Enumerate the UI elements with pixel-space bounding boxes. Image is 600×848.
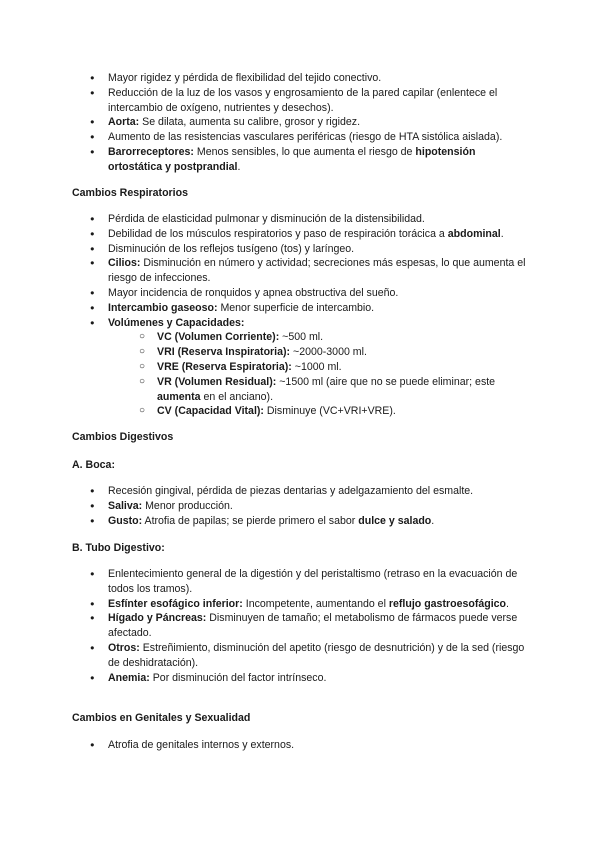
list-item: ● Disminución de los reflejos tusígeno (tos) y laríngeo. [108, 242, 528, 257]
digestive-tract-list [108, 567, 528, 685]
list-item: ● Aorta: Se dilata, aumenta su calibre, grosor y rigidez. [108, 115, 528, 130]
genital-list-block [0, 738, 528, 753]
list-item: ● Pérdida de elasticidad pulmonar y disminución de la distensibilidad. [108, 212, 528, 227]
sub-list-item: ○ VR (Volumen Residual): ~1500 ml (aire que no se puede eliminar; este aumenta en el anciano). [157, 375, 517, 405]
list-item: ● Anemia: Por disminución del factor intrínseco. [108, 671, 528, 686]
digestive-tract-subheading: B. Tubo Digestivo: [72, 542, 165, 554]
list-item: ● Aumento de las resistencias vasculares periféricas (riesgo de HTA sistólica aislada). [108, 130, 528, 145]
list-item: ● Mayor rigidez y pérdida de flexibilidad del tejido conectivo. [108, 71, 528, 86]
list-item: ● Debilidad de los músculos respiratorios y paso de respiración torácica a abdominal. [108, 227, 528, 242]
list-item: ● Saliva: Menor producción. [108, 499, 528, 514]
sub-list-item: ○ VC (Volumen Corriente): ~500 ml. [157, 330, 517, 345]
mouth-list [108, 484, 528, 528]
list-item: ● Reducción de la luz de los vasos y engrosamiento de la pared capilar (enlentece el intercambio de oxígeno, nutrientes y desechos). [108, 86, 528, 116]
digestive-tract-list-block [0, 567, 528, 685]
list-item: ● Mayor incidencia de ronquidos y apnea obstructiva del sueño. [108, 286, 528, 301]
mouth-list-block [0, 484, 528, 528]
list-item: ● Volúmenes y Capacidades: ○ VC (Volumen Corriente): ~500 ml. ○ VRI (Reserva Inspiratoria): ~2000-3000 ml. ○ VRE (Reserva Espiratoria): ~1000 ml. ○ VR (Volumen Residual): ~1500 ml (aire que no se puede eliminar; este aumenta en el anciano). ○ CV (Capacidad Vital): Disminuye (VC+VRI+VRE). [108, 316, 528, 420]
list-item: ● Gusto: Atrofia de papilas; se pierde primero el sabor dulce y salado. [108, 514, 528, 529]
mouth-subheading: A. Boca: [72, 459, 115, 471]
cardiovascular-list-block [0, 71, 528, 175]
volumes-sublist [157, 330, 517, 419]
sub-list-item: ○ VRE (Reserva Espiratoria): ~1000 ml. [157, 360, 517, 375]
list-item: ● Esfínter esofágico inferior: Incompetente, aumentando el reflujo gastroesofágico. [108, 597, 528, 612]
list-item: ● Otros: Estreñimiento, disminución del apetito (riesgo de desnutrición) y de la sed (riesgo de deshidratación). [108, 641, 528, 671]
list-item: ● Intercambio gaseoso: Menor superficie de intercambio. [108, 301, 528, 316]
respiratory-list-block [0, 212, 528, 419]
cardiovascular-list [108, 71, 528, 175]
sub-list-item: ○ VRI (Reserva Inspiratoria): ~2000-3000 ml. [157, 345, 517, 360]
list-item: ● Atrofia de genitales internos y externos. [108, 738, 528, 753]
genital-heading: Cambios en Genitales y Sexualidad [72, 712, 251, 724]
sub-list-item: ○ CV (Capacidad Vital): Disminuye (VC+VRI+VRE). [157, 404, 517, 419]
list-item: ● Hígado y Páncreas: Disminuyen de tamaño; el metabolismo de fármacos puede verse afectado. [108, 611, 528, 641]
list-item: ● Recesión gingival, pérdida de piezas dentarias y adelgazamiento del esmalte. [108, 484, 528, 499]
list-item: ● Enlentecimiento general de la digestión y del peristaltismo (retraso en la evacuación de todos los tramos). [108, 567, 528, 597]
list-item: ● Barorreceptores: Menos sensibles, lo que aumenta el riesgo de hipotensión ortostática y postprandial. [108, 145, 528, 175]
digestive-heading: Cambios Digestivos [72, 431, 174, 443]
respiratory-heading: Cambios Respiratorios [72, 187, 188, 199]
respiratory-list [108, 212, 528, 419]
genital-list [108, 738, 528, 753]
list-item: ● Cilios: Disminución en número y actividad; secreciones más espesas, lo que aumenta el riesgo de infecciones. [108, 256, 528, 286]
